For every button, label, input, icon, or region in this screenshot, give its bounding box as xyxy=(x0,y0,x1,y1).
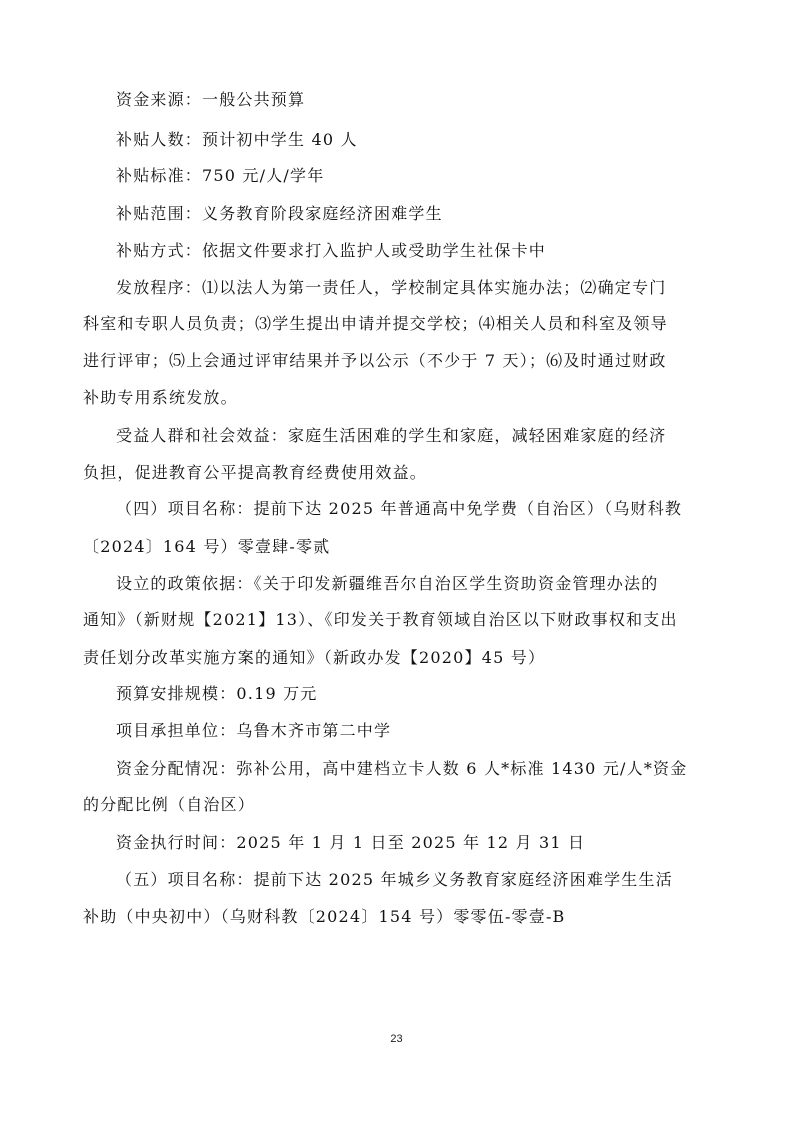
subsidy-standard-line: 补贴标准：750 元/人/学年 xyxy=(116,166,325,185)
beneficiary-line: 负担，促进教育公平提高教育经费使用效益。 xyxy=(83,463,428,482)
fund-allocation-line: 资金分配情况：弥补公用，高中建档立卡人数 6 人*标准 1430 元/人*资金 xyxy=(116,759,688,778)
project-five-title-line: 补助（中央初中）（乌财科教〔2024〕154 号）零零伍-零壹-B xyxy=(83,907,566,926)
responsible-unit-line: 项目承担单位：乌鲁木齐市第二中学 xyxy=(116,721,392,740)
beneficiary-line: 受益人群和社会效益：家庭生活困难的学生和家庭，减轻困难家庭的经济 xyxy=(116,426,667,445)
policy-basis-line: 通知》（新财规【2021】13）、《印发关于教育领域自治区以下财政事权和支出 xyxy=(83,610,678,629)
project-four-title-line: （四）项目名称：提前下达 2025 年普通高中免学费（自治区）（乌财科教 xyxy=(116,499,683,518)
execution-time-line: 资金执行时间：2025 年 1 月 1 日至 2025 年 12 月 31 日 xyxy=(116,833,586,852)
page-number: 23 xyxy=(390,1033,403,1045)
subsidy-method-line: 补贴方式：依据文件要求打入监护人或受助学生社保卡中 xyxy=(116,241,547,260)
distribution-procedure-line: 补助专用系统发放。 xyxy=(83,388,238,407)
funding-source-line: 资金来源：一般公共预算 xyxy=(116,90,306,109)
subsidy-scope-line: 补贴范围：义务教育阶段家庭经济困难学生 xyxy=(116,204,443,223)
project-five-title-line: （五）项目名称：提前下达 2025 年城乡义务教育家庭经济困难学生生活 xyxy=(116,870,673,889)
project-four-title-line: 〔2024〕164 号）零壹肆-零贰 xyxy=(83,537,331,556)
policy-basis-line: 责任划分改革实施方案的通知》（新政办发【2020】45 号） xyxy=(83,648,546,667)
distribution-procedure-line: 发放程序：⑴以法人为第一责任人，学校制定具体实施办法；⑵确定专门 xyxy=(116,278,667,297)
distribution-procedure-line: 进行评审；⑸上会通过评审结果并予以公示（不少于 7 天）；⑹及时通过财政 xyxy=(83,351,667,370)
distribution-procedure-line: 科室和专职人员负责；⑶学生提出申请并提交学校；⑷相关人员和科室及领导 xyxy=(83,314,668,333)
fund-allocation-line: 的分配比例（自治区） xyxy=(83,795,256,814)
policy-basis-line: 设立的政策依据：《关于印发新疆维吾尔自治区学生资助资金管理办法的 xyxy=(116,574,659,593)
budget-scale-line: 预算安排规模：0.19 万元 xyxy=(116,684,318,703)
subsidy-count-line: 补贴人数：预计初中学生 40 人 xyxy=(116,130,358,149)
